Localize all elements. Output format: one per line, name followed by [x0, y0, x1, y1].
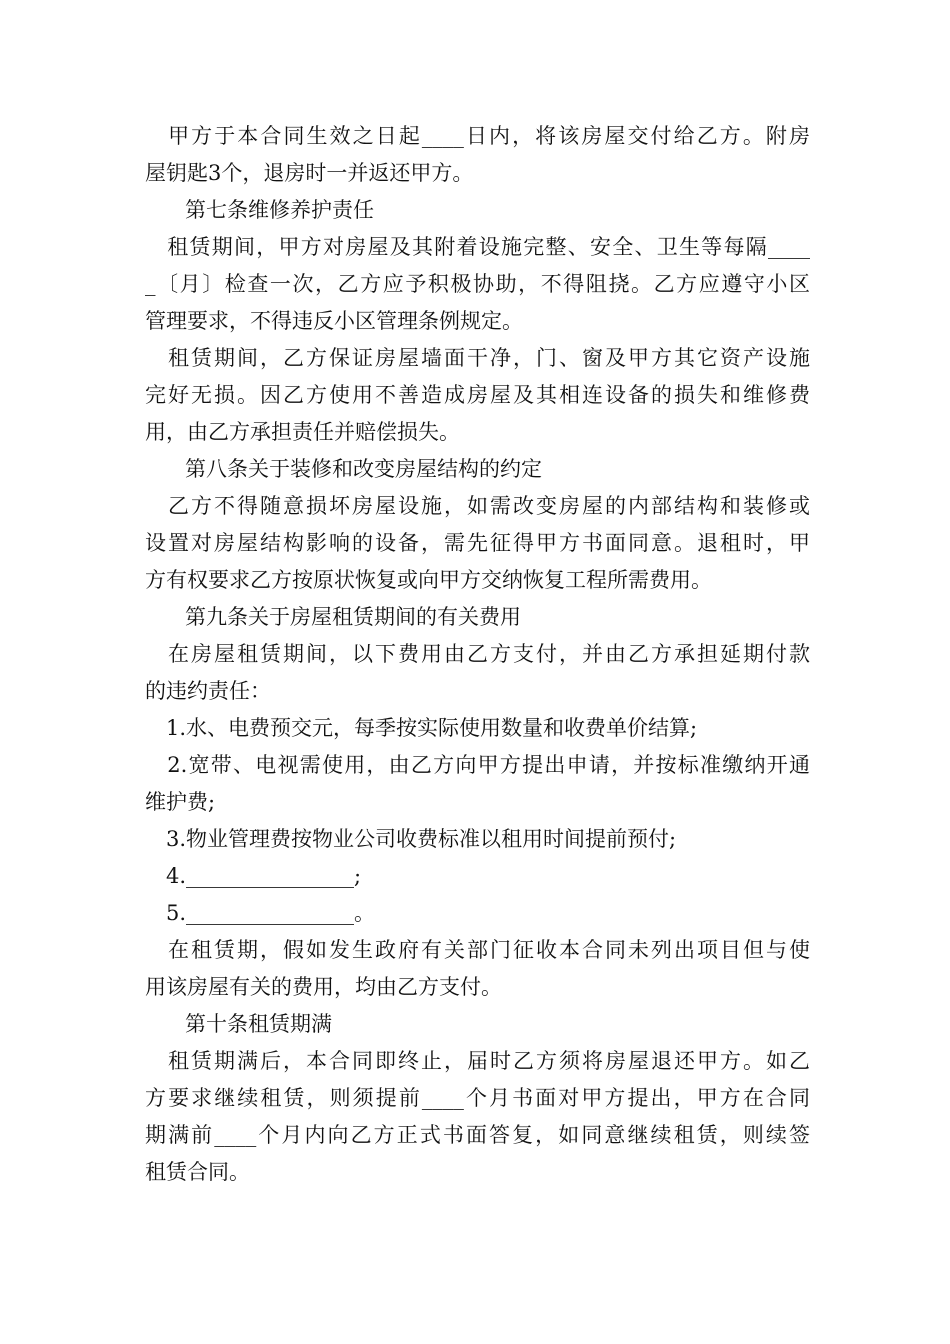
text-line: 第七条维修养护责任 — [185, 198, 374, 222]
text-line: 在房屋租赁期间，以下费用由乙方支付，并由乙方承担延期付款 — [145, 642, 810, 666]
text-line: 第九条关于房屋租赁期间的有关费用 — [185, 605, 521, 629]
text-line: 3.物业管理费按物业公司收费标准以租用时间提前预付; — [145, 827, 677, 851]
text-line: 甲方于本合同生效之日起____日内，将该房屋交付给乙方。附房 — [145, 124, 810, 148]
text-line: 期满前____个月内向乙方正式书面答复，如同意继续租赁，则续签 — [145, 1123, 810, 1147]
text-line: 方要求继续租赁，则须提前____个月书面对甲方提出，甲方在合同 — [145, 1086, 810, 1110]
text-line: 第八条关于装修和改变房屋结构的约定 — [185, 457, 542, 481]
text-line: _〔月〕检查一次，乙方应予积极协助，不得阻挠。乙方应遵守小区 — [145, 272, 810, 296]
text-line: 1.水、电费预交元，每季按实际使用数量和收费单价结算; — [145, 716, 698, 740]
body-paragraph — [145, 932, 810, 1006]
text-line: 2.宽带、电视需使用，由乙方向甲方提出申请，并按标准缴纳开通 — [145, 753, 810, 777]
text-line: 屋钥匙3个，退房时一并返还甲方。 — [145, 161, 474, 185]
body-paragraph — [145, 229, 810, 340]
text-line: 管理要求，不得违反小区管理条例规定。 — [145, 309, 523, 333]
text-line: 第十条租赁期满 — [185, 1012, 332, 1036]
body-paragraph — [145, 488, 810, 599]
text-line: 5.________________。 — [145, 901, 376, 925]
body-paragraph — [145, 710, 810, 747]
text-line: 租赁期间，甲方对房屋及其附着设施完整、安全、卫生等每隔____ — [145, 235, 810, 259]
text-line: 乙方不得随意损坏房屋设施，如需改变房屋的内部结构和装修或 — [145, 494, 810, 518]
text-line: 4.________________; — [145, 864, 362, 888]
body-paragraph — [145, 118, 810, 192]
body-paragraph — [145, 636, 810, 710]
text-line: 完好无损。因乙方使用不善造成房屋及其相连设备的损失和维修费 — [145, 383, 810, 407]
body-paragraph — [145, 747, 810, 821]
text-line: 方有权要求乙方按原状恢复或向甲方交纳恢复工程所需费用。 — [145, 568, 712, 592]
text-line: 租赁期间，乙方保证房屋墙面干净，门、窗及甲方其它资产设施 — [145, 346, 810, 370]
section-heading — [145, 192, 810, 229]
text-line: 在租赁期，假如发生政府有关部门征收本合同未列出项目但与使 — [145, 938, 810, 962]
text-line: 用该房屋有关的费用，均由乙方支付。 — [145, 975, 502, 999]
text-line: 的违约责任： — [145, 679, 271, 703]
body-paragraph — [145, 858, 810, 895]
body-paragraph — [145, 340, 810, 451]
text-line: 维护费; — [145, 790, 216, 814]
body-paragraph — [145, 895, 810, 932]
section-heading — [145, 451, 810, 488]
document-page — [145, 118, 810, 1191]
section-heading — [145, 599, 810, 636]
body-paragraph — [145, 821, 810, 858]
section-heading — [145, 1006, 810, 1043]
text-line: 租赁合同。 — [145, 1160, 250, 1184]
text-line: 用，由乙方承担责任并赔偿损失。 — [145, 420, 460, 444]
text-line: 设置对房屋结构影响的设备，需先征得甲方书面同意。退租时，甲 — [145, 531, 810, 555]
body-paragraph — [145, 1043, 810, 1191]
text-line: 租赁期满后，本合同即终止，届时乙方须将房屋退还甲方。如乙 — [145, 1049, 810, 1073]
